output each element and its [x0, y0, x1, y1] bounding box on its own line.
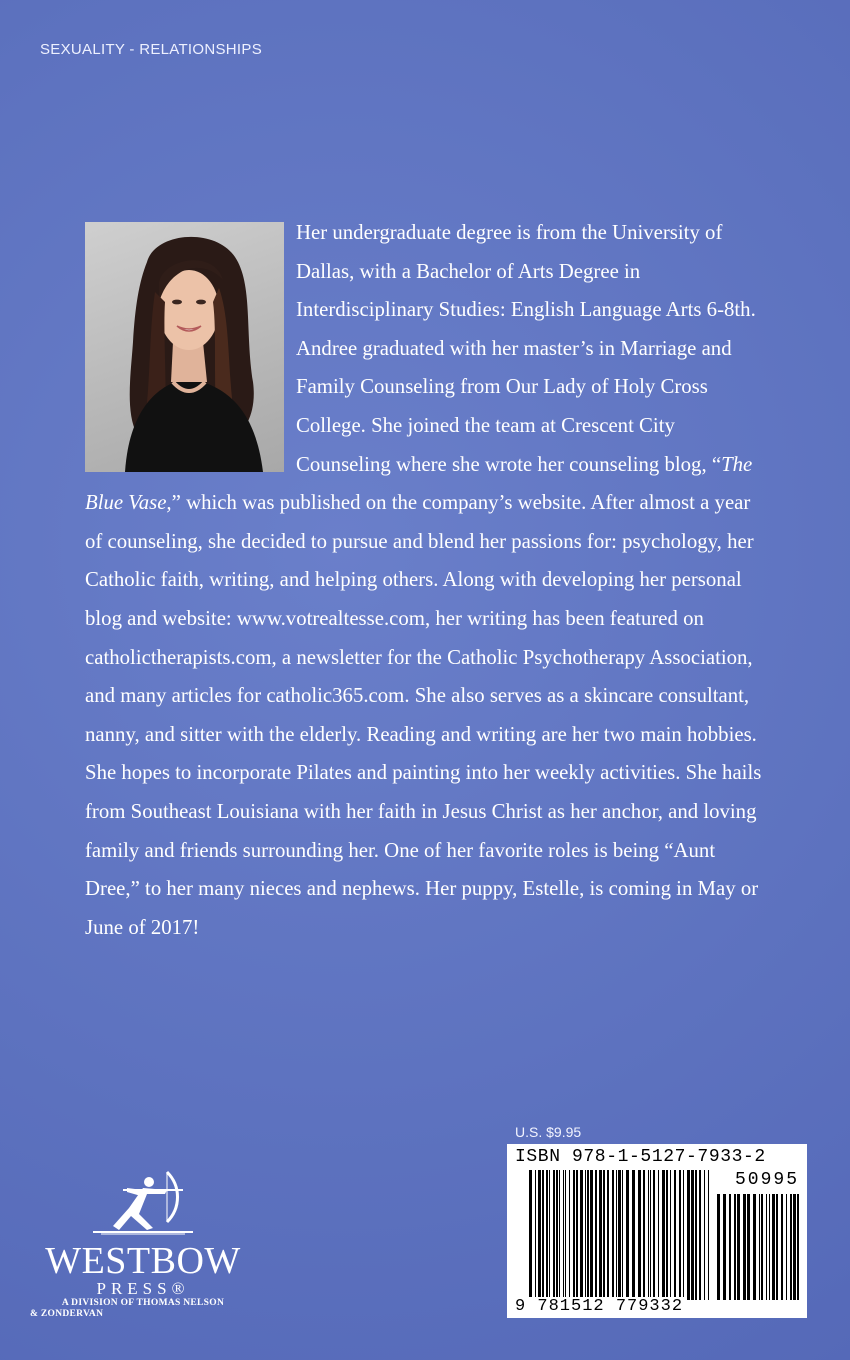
barcode-bar [717, 1194, 720, 1300]
publisher-press: PRESS® [96, 1279, 190, 1298]
barcode-bar [603, 1170, 605, 1300]
barcode-bar [769, 1194, 770, 1300]
barcode-bar [786, 1194, 787, 1300]
barcode-bar [772, 1194, 775, 1300]
publisher-logo [28, 1168, 258, 1320]
barcode-bar [632, 1170, 635, 1300]
barcode-bar [622, 1170, 623, 1300]
archer-icon [83, 1168, 203, 1236]
barcode-bar [747, 1194, 750, 1300]
barcode-bar [569, 1170, 570, 1300]
barcode-bar [759, 1194, 760, 1300]
barcode-bar [793, 1194, 796, 1300]
barcode-bar [648, 1170, 649, 1300]
barcode-bar [679, 1170, 681, 1300]
barcode-bar [695, 1170, 697, 1300]
barcode-bar [699, 1170, 701, 1300]
barcode-bar [616, 1170, 617, 1300]
ean-digits: 9 781512 779332 [515, 1297, 684, 1316]
barcode-bar [670, 1170, 671, 1300]
barcode-bar [708, 1170, 709, 1300]
publisher-division-2: & ZONDERVAN [30, 1309, 104, 1319]
barcode-bar [734, 1194, 736, 1300]
price-code: 50995 [734, 1170, 799, 1190]
barcode-bar [643, 1170, 645, 1300]
barcode-bar [535, 1170, 536, 1300]
barcode-bar [553, 1170, 555, 1300]
publisher-division: A DIVISION OF THOMAS NELSON [61, 1298, 225, 1308]
barcode-bar [563, 1170, 564, 1300]
barcode-bar [790, 1194, 792, 1300]
isbn-text: ISBN 978-1-5127-7933-2 [515, 1147, 766, 1167]
barcode-bar [576, 1170, 578, 1300]
barcode-bar [573, 1170, 575, 1300]
barcode-bar [607, 1170, 609, 1300]
barcode-bar [650, 1170, 651, 1300]
barcode-bar [753, 1194, 756, 1300]
barcode-bar [729, 1194, 731, 1300]
barcode-bar [542, 1170, 544, 1300]
addon-barcode-bars [717, 1194, 801, 1300]
barcode-bar [529, 1170, 532, 1300]
barcode-bar [723, 1194, 726, 1300]
barcode-bar [549, 1170, 550, 1300]
bio-text-start: Her undergraduate degree is from the University of Dallas, with a Bachelor of Arts Degree in Interdisciplinary Studies: English Language Arts 6-8th. Andree graduated with her master’s in Marriage and Family Counseling from Our Lady of Holy Cross College. She joined the team at Crescent City Counseling where she wrote her counseling blog, “ [296, 221, 756, 476]
author-photo [85, 222, 284, 472]
barcode-bar [580, 1170, 583, 1300]
barcode-bar [743, 1194, 746, 1300]
barcode-bar [585, 1170, 586, 1300]
barcode-bar [595, 1170, 597, 1300]
barcode-bar [556, 1170, 558, 1300]
barcode-bar [761, 1194, 763, 1300]
author-bio [85, 214, 762, 947]
barcode-bar [599, 1170, 602, 1300]
category-label: SEXUALITY - RELATIONSHIPS [40, 41, 263, 58]
barcode-bar [776, 1194, 778, 1300]
barcode-bar [704, 1170, 705, 1300]
barcode-bar [638, 1170, 641, 1300]
barcode-bar [662, 1170, 665, 1300]
barcode-bar [666, 1170, 668, 1300]
barcode-bar [559, 1170, 560, 1300]
blog-title: The Blue Vase, [85, 452, 753, 515]
barcode-bar [687, 1170, 690, 1300]
barcode-bar [766, 1194, 767, 1300]
barcode-bar [587, 1170, 589, 1300]
barcode-bar [618, 1170, 621, 1300]
barcode-bar [538, 1170, 541, 1300]
barcode-bar [626, 1170, 629, 1300]
barcode-bar [797, 1194, 799, 1300]
price-label: U.S. $9.95 [515, 1124, 582, 1140]
barcode-bar [781, 1194, 783, 1300]
barcode-bar [653, 1170, 655, 1300]
barcode-bar [590, 1170, 593, 1300]
barcode-bar [737, 1194, 740, 1300]
barcode-bar [565, 1170, 566, 1300]
bio-text-end: ” which was published on the company’s website. After almost a year of counseling, she decided to pursue and blend her passions for: psychology, her Catholic faith, writing, and helping others. Along with developing her personal blog and website: www.votrealtesse.com, her writing has been featured on catholictherapists.com, a newsletter for the Catholic Psychotherapy Association, and many articles for catholic365.com. She also serves as a skincare consultant, nanny, and sitter with the elderly. Reading and writing are her two main hobbies. She hopes to incorporate Pilates and painting into her weekly activities. She hails from Southeast Louisiana with her faith in Jesus Christ as her anchor, and loving family and friends surrounding her. One of her favorite roles is being “Aunt Dree,” to her many nieces and nephews. Her puppy, Estelle, is coming in May or June of 2017! [85, 491, 762, 939]
isbn-barcode [507, 1144, 807, 1318]
barcode-bar [683, 1170, 684, 1300]
barcode-bar [691, 1170, 694, 1300]
barcode-bar [546, 1170, 548, 1300]
barcode-bars [529, 1170, 714, 1300]
publisher-name: WESTBOW [45, 1240, 241, 1282]
barcode-bar [612, 1170, 614, 1300]
barcode-bar [674, 1170, 676, 1300]
barcode-bar [658, 1170, 659, 1300]
